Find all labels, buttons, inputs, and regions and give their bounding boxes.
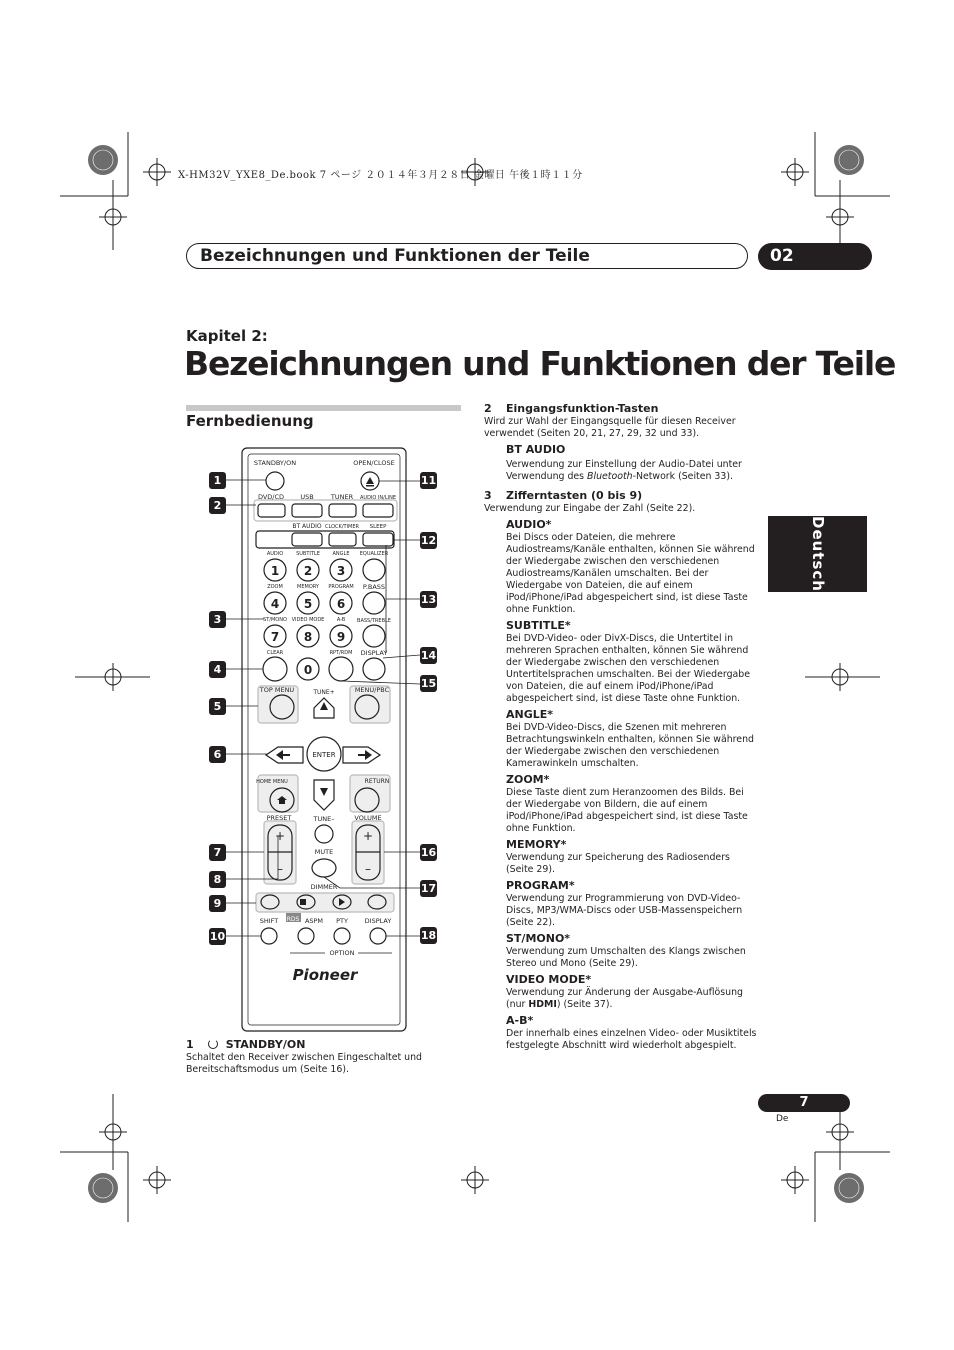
label-key: MEMORY	[297, 584, 319, 590]
label-key: ST/MONO	[263, 617, 287, 623]
label-key: PROGRAM	[328, 584, 354, 590]
label-clock-timer: CLOCK/TIMER	[325, 524, 359, 530]
label-key: BASS/TREBLE	[357, 618, 391, 624]
bt-audio-title: BT AUDIO	[506, 443, 566, 456]
label-top-menu: TOP MENU	[259, 686, 295, 694]
item-1	[186, 1038, 446, 1076]
item-1-title: STANDBY/ON	[225, 1038, 306, 1051]
digit-key: 9	[336, 630, 346, 644]
label-dimmer: DIMMER	[310, 883, 338, 891]
right-column	[484, 402, 760, 1052]
digit-key: 0	[303, 663, 313, 677]
entry-title: ST/MONO*	[506, 932, 571, 945]
label-standby: STANDBY/ON	[253, 459, 297, 467]
callout-18: 18	[420, 929, 437, 942]
callout-1: 1	[209, 472, 226, 489]
label-volume: VOLUME	[354, 814, 382, 822]
item-2-title: Eingangsfunktion-Tasten	[506, 402, 659, 415]
entry-text: Diese Taste dient zum Heranzoomen des Bilds. Bei der Wiedergabe von Bildern, die auf einem iPod/iPhone/iPad abgespeichert sind, ist diese Taste ohne Funktion.	[506, 787, 748, 834]
entry-text: Bei DVD-Video-Discs, die Szenen mit mehreren Betrachtungswinkeln enthalten, können Sie während der Wiedergabe zwischen den verschiedenen Kamerawinkeln umschalten.	[506, 722, 754, 769]
callout-5: 5	[209, 698, 226, 715]
entry-title: ZOOM*	[506, 773, 550, 786]
item-3-text: Verwendung zur Eingabe der Zahl (Seite 22).	[484, 503, 696, 514]
entry-title: PROGRAM*	[506, 879, 575, 892]
label-bt-audio: BT AUDIO	[292, 523, 322, 530]
item-1-number: 1	[186, 1038, 194, 1051]
digit-key: 4	[270, 597, 280, 611]
digit-key: 8	[303, 630, 313, 644]
callout-8: 8	[209, 871, 226, 888]
callout-13: 13	[420, 593, 437, 606]
callout-17: 17	[420, 882, 437, 895]
video-mode-title: VIDEO MODE*	[506, 973, 592, 986]
item-2-number: 2	[484, 402, 492, 415]
label-tune-minus: TUNE–	[313, 815, 335, 823]
ab-text: Der innerhalb eines einzelnen Video- oder Musiktitels festgelegte Abschnitt wird wiederholt abgespielt.	[506, 1028, 757, 1051]
entry-text: Bei DVD-Video- oder DivX-Discs, die Untertitel in mehreren Sprachen enthalten, können Sie während der Wiedergabe zwischen den verschiedenen Untertitelsprachen umschalten. Bei der Wiedergabe von Dateien, die auf einem iPod/iPhone/iPad abgespeichert sind, ist diese Taste ohne Funktion.	[506, 633, 750, 704]
label-open-close: OPEN/CLOSE	[353, 459, 395, 467]
callout-9: 9	[209, 895, 226, 912]
label-key: P.BASS	[362, 583, 386, 591]
label-key: CLEAR	[266, 650, 284, 656]
callout-16: 16	[420, 846, 437, 859]
callout-14: 14	[420, 649, 437, 662]
item-3-number: 3	[484, 489, 492, 502]
language-label: Deutsch	[808, 516, 827, 592]
digit-key: 6	[336, 597, 346, 611]
volume-plus: +	[362, 829, 374, 843]
entry-text: Verwendung zum Umschalten des Klangs zwischen Stereo und Mono (Seite 29).	[506, 946, 746, 969]
label-key: VIDEO MODE	[291, 617, 325, 623]
item-1-text: Schaltet den Receiver zwischen Eingeschaltet und Bereitschaftsmodus um (Seite 16).	[186, 1052, 422, 1075]
digit-key: 1	[270, 564, 280, 578]
digit-key: 2	[303, 564, 313, 578]
label-preset: PRESET	[266, 814, 292, 822]
bt-audio-text: Verwendung zur Einstellung der Audio-Datei unter Verwendung des Bluetooth-Network (Seiten 33).	[506, 459, 742, 482]
callout-15: 15	[420, 677, 437, 690]
video-mode-text: Verwendung zur Änderung der Ausgabe-Auflösung (nur HDMI) (Seite 37).	[506, 987, 743, 1010]
chapter-number-badge: 02	[758, 243, 872, 270]
callout-6: 6	[209, 746, 226, 763]
label-key: RPT/RDM	[329, 650, 353, 656]
header-title: Bezeichnungen und Funktionen der Teile	[200, 246, 590, 266]
callout-2: 2	[209, 497, 226, 514]
callout-3: 3	[209, 611, 226, 628]
label-option: OPTION	[329, 949, 355, 957]
label-pty: PTY	[336, 917, 348, 925]
digit-key: 5	[303, 597, 313, 611]
label-key: SUBTITLE	[296, 551, 320, 557]
ab-title: A-B*	[506, 1014, 534, 1027]
section-bar	[186, 405, 461, 411]
preset-plus: +	[274, 829, 286, 843]
page-language: De	[776, 1114, 789, 1124]
volume-minus: –	[365, 862, 371, 876]
chapter-title: Bezeichnungen und Funktionen der Teile	[184, 344, 896, 383]
callout-11: 11	[420, 474, 437, 487]
label-aspm: ASPM	[304, 917, 324, 925]
label-key: A-B	[336, 617, 346, 623]
label-tune-plus: TUNE+	[313, 689, 335, 696]
item-3-title: Zifferntasten (0 bis 9)	[506, 489, 643, 502]
label-mute: MUTE	[314, 848, 334, 856]
chapter-label: Kapitel 2:	[186, 327, 268, 345]
label-key: DISPLAY	[360, 649, 388, 657]
label-menu-pbc: MENU/PBC	[354, 686, 390, 694]
section-title: Fernbedienung	[186, 412, 314, 430]
label-shift: SHIFT	[259, 917, 279, 925]
label-return: RETURN	[364, 778, 390, 785]
file-info: X-HM32V_YXE8_De.book 7 ページ ２０１４年３月２８日 金曜日 午後１時１１分	[178, 170, 583, 181]
callout-7: 7	[209, 844, 226, 861]
label-input-0: DVD/CD	[257, 493, 285, 501]
callout-12: 12	[420, 534, 437, 547]
label-key: EQUALIZER	[359, 551, 389, 557]
entry-title: ANGLE*	[506, 708, 554, 721]
label-input-3: AUDIO IN/LINE	[360, 495, 396, 501]
label-input-2: TUNER	[330, 493, 354, 501]
language-side-tab	[768, 516, 867, 592]
remote-illustration	[200, 440, 460, 1040]
label-key: AUDIO	[266, 551, 284, 557]
item-2-text: Wird zur Wahl der Eingangsquelle für diesen Receiver verwendet (Seiten 20, 21, 27, 29, 32 und 33).	[484, 416, 736, 439]
label-display: DISPLAY	[364, 917, 392, 925]
entry-title: MEMORY*	[506, 838, 567, 851]
callout-10: 10	[209, 930, 226, 943]
label-key: ANGLE	[332, 551, 350, 557]
preset-minus: –	[277, 862, 283, 876]
label-rds: RDS	[286, 916, 300, 923]
digit-key: 3	[336, 564, 346, 578]
label-sleep: SLEEP	[369, 524, 387, 530]
entry-text: Verwendung zur Speicherung des Radiosenders (Seite 29).	[506, 852, 730, 875]
page-number: 7	[758, 1094, 850, 1112]
digit-key: 7	[270, 630, 280, 644]
brand-logo: Pioneer	[292, 966, 358, 984]
entry-text: Bei Discs oder Dateien, die mehrere Audiostreams/Kanäle enthalten, können Sie während der Wiedergabe zwischen den verschiedenen Audiostreams/Kanälen umschalten. Bei der Wiedergabe von Dateien, die auf einem iPod/iPhone/iPad abgespeichert sind, ist diese Taste ohne Funktion.	[506, 532, 755, 615]
power-icon	[208, 1039, 218, 1049]
label-enter: ENTER	[312, 751, 336, 759]
entry-text: Verwendung zur Programmierung von DVD-Video-Discs, MP3/WMA-Discs oder USB-Massenspeichern (Seite 22).	[506, 893, 743, 928]
label-input-1: USB	[300, 493, 314, 501]
label-key: ZOOM	[267, 584, 283, 590]
label-home-menu: HOME MENU	[256, 779, 288, 785]
callout-4: 4	[209, 661, 226, 678]
entry-title: AUDIO*	[506, 518, 552, 531]
entry-title: SUBTITLE*	[506, 619, 571, 632]
